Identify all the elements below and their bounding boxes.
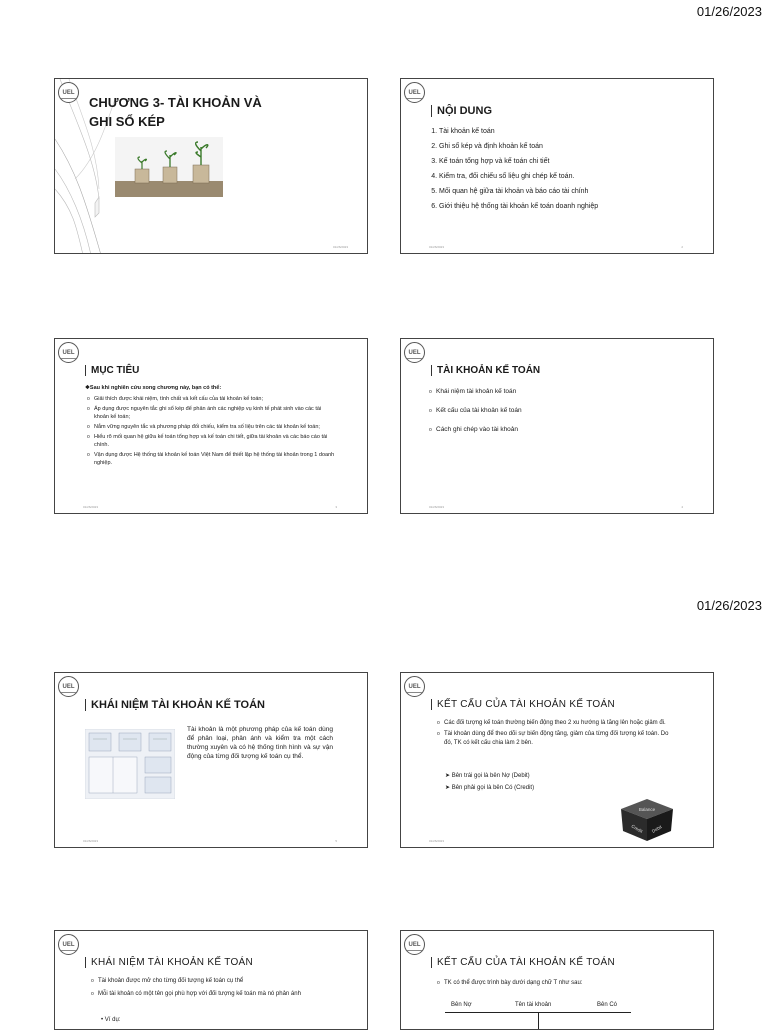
list-item: o Tài khoản dùng để theo dõi sự biến động tăng, giảm của từng đối tượng kế toán. Do đó, TK có kết cấu chia làm 2 bên. — [437, 730, 677, 748]
slide-6-footer: 01/26/2023 — [429, 839, 445, 843]
list-item: o Tài khoản được mở cho từng đối tượng kế toán cụ thể — [91, 977, 341, 986]
slide-5-title: KHÁI NIỆM TÀI KHOẢN KẾ TOÁN — [85, 699, 265, 711]
page-date-bottom: 01/26/2023 — [696, 598, 762, 613]
slide-4-footer: 01/26/2023 — [429, 505, 445, 509]
slide-1-title: CHƯƠNG 3- TÀI KHOẢN VÀ GHI SỔ KÉP — [89, 95, 262, 129]
list-item: 5. Mối quan hệ giữa tài khoản và báo cáo tài chính — [439, 188, 598, 195]
list-item: o Hiểu rõ mối quan hệ giữa kế toán tổng hợp và kế toán chi tiết, giữa tài khoản và các báo cáo tài chính. — [87, 433, 337, 449]
page-date-top: 01/26/2023 — [696, 4, 762, 19]
list-item: o Khái niệm tài khoản kế toán — [429, 387, 522, 397]
plant-pots-image — [115, 137, 223, 197]
list-item: o Các đối tượng kế toán thường biến động theo 2 xu hướng là tăng lên hoặc giảm đi. — [437, 719, 677, 728]
cube-word-credit: Credit — [630, 823, 644, 834]
list-item: o TK có thể được trình bày dưới dạng chữ T như sau: — [437, 979, 582, 988]
list-item: o Cách ghi chép vào tài khoản — [429, 425, 522, 435]
balance-dice-image — [619, 797, 675, 843]
list-item: o Nắm vững nguyên tắc và phương pháp đối chiếu, kiểm tra số liệu trên các tài khoản kế toán; — [87, 423, 337, 431]
slide-4 — [400, 338, 714, 514]
slide-3-number: 3 — [335, 505, 337, 509]
slide-2-footer: 01/26/2023 — [429, 245, 445, 249]
contents-list — [427, 128, 598, 218]
list-item: o Mỗi tài khoản có một tên gọi phù hợp với đối tượng kế toán mà nó phản ánh — [91, 990, 341, 999]
slide-6-title: KẾT CẤU CỦA TÀI KHOẢN KẾ TOÁN — [431, 699, 615, 710]
university-logo: UEL — [404, 342, 425, 363]
university-logo: UEL — [404, 934, 425, 955]
university-logo: UEL — [58, 342, 79, 363]
slide-7-title: KHÁI NIỆM TÀI KHOẢN KẾ TOÁN — [85, 957, 253, 968]
university-logo: UEL — [404, 82, 425, 103]
slide-5 — [54, 672, 368, 848]
account-definition: Tài khoản là một phương pháp của kế toán dùng để phân loại, phản ánh và kiểm tra một cách thường xuyên và có hệ thống tình hình và sự vận động của từng đối tượng kế toán cụ thể. — [187, 726, 333, 760]
university-logo: UEL — [58, 676, 79, 697]
list-item: o Giải thích được khái niệm, tính chất và kết cấu của tài khoản kế toán; — [87, 395, 337, 403]
example-label: • Ví dụ: — [101, 1017, 121, 1023]
list-item: 4. Kiểm tra, đối chiếu số liệu ghi chép kế toán. — [439, 173, 598, 180]
account-diagram-image — [85, 729, 175, 799]
slide-3-footer: 01/26/2023 — [83, 505, 99, 509]
objectives-list — [87, 395, 337, 469]
list-item: o Kết cấu của tài khoản kế toán — [429, 406, 522, 416]
t-account-vertical-line — [538, 1012, 539, 1030]
structure-list — [437, 719, 677, 750]
t-account-name-label: Tên tài khoản — [515, 1002, 552, 1008]
slide-4-title: TÀI KHOẢN KẾ TOÁN — [431, 365, 540, 376]
slide-2-number: 2 — [681, 245, 683, 249]
slide-7 — [54, 930, 368, 1030]
account-topics-list — [429, 387, 522, 437]
list-item: o Vận dụng được Hệ thống tài khoản kế toán Việt Nam để thiết lập hệ thống tài khoản trong 1 doanh nghiệp. — [87, 451, 337, 467]
list-item: 1. Tài khoản kế toán — [439, 128, 598, 135]
slide-5-footer: 01/26/2023 — [83, 839, 99, 843]
objectives-intro: ❖Sau khi nghiên cứu xong chương này, bạn có thể: — [85, 385, 222, 391]
t-account-left-label: Bên Nợ — [451, 1002, 472, 1008]
cube-word-debit: Debit — [651, 824, 663, 834]
t-account-right-label: Bên Có — [597, 1002, 618, 1008]
slide-1-footer: 01/26/2023 — [333, 245, 349, 249]
t-account-intro — [437, 979, 582, 990]
slide-2 — [400, 78, 714, 254]
list-item: o Áp dụng được nguyên tắc ghi sổ kép để phản ánh các nghiệp vụ kinh tế phát sinh vào các tài khoản kế toán; — [87, 405, 337, 421]
cube-word-balance: Balance — [638, 807, 656, 812]
list-item: ➤ Bên trái gọi là bên Nợ (Debit) — [445, 773, 530, 779]
list-item: 2. Ghi sổ kép và định khoản kế toán — [439, 143, 598, 150]
list-item: 6. Giới thiệu hệ thống tài khoản kế toán doanh nghiệp — [439, 203, 598, 210]
university-logo: UEL — [58, 82, 79, 103]
university-logo: UEL — [58, 934, 79, 955]
sides-list — [445, 770, 534, 794]
list-item: 3. Kế toán tổng hợp và kế toán chi tiết — [439, 158, 598, 165]
slide-1 — [54, 78, 368, 254]
account-concept-list — [91, 977, 341, 1001]
slide-4-number: 4 — [681, 505, 683, 509]
university-logo: UEL — [404, 676, 425, 697]
slide-3-title: MỤC TIÊU — [85, 365, 139, 376]
slide-2-title: NỘI DUNG — [431, 105, 492, 117]
slide-8-title: KẾT CẤU CỦA TÀI KHOẢN KẾ TOÁN — [431, 957, 615, 968]
list-item: ➤ Bên phải gọi là bên Có (Credit) — [445, 785, 535, 791]
slide-6 — [400, 672, 714, 848]
slide-3 — [54, 338, 368, 514]
slide-8 — [400, 930, 714, 1030]
slide-5-number: 5 — [335, 839, 337, 843]
